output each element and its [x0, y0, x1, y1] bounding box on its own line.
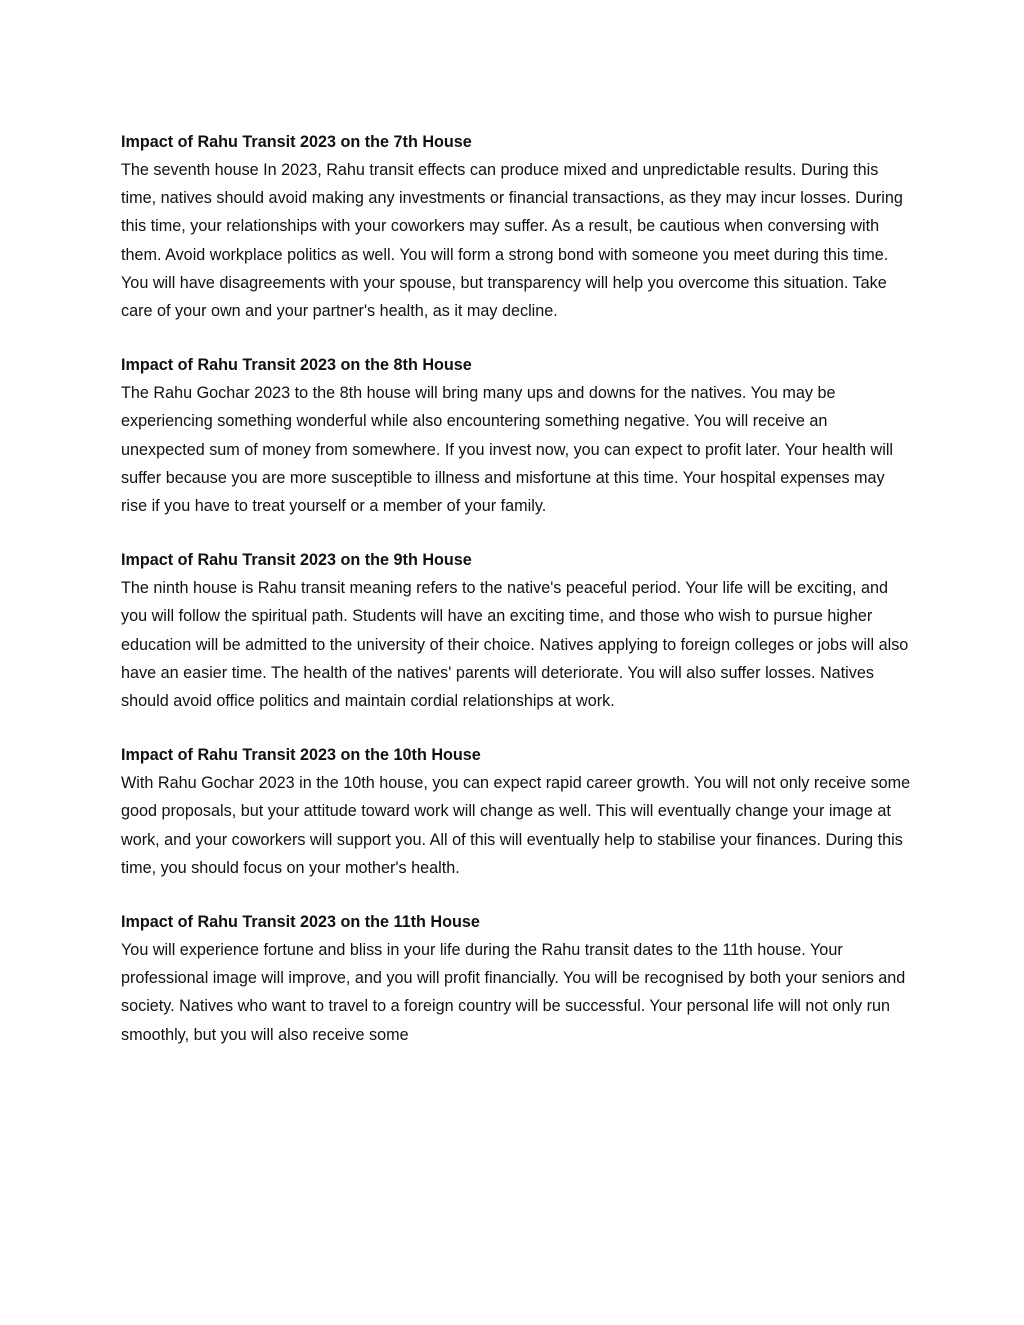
- section-10th-house: [121, 741, 911, 882]
- section-7th-house: [121, 128, 911, 325]
- section-body: You will experience fortune and bliss in your life during the Rahu transit dates to the 11th house. Your professional image will improve, and you will profit financially. You will be recognised by both your seniors and society. Natives who want to travel to a foreign country will be successful. Your personal life will not only run smoothly, but you will also receive some: [121, 941, 906, 1044]
- section-heading: Impact of Rahu Transit 2023 on the 9th House: [121, 551, 472, 570]
- section-8th-house: [121, 351, 911, 520]
- section-11th-house: [121, 908, 911, 1049]
- section-body: The seventh house In 2023, Rahu transit effects can produce mixed and unpredictable results. During this time, natives should avoid making any investments or financial transactions, as they may incur losses. During this time, your relationships with your coworkers may suffer. As a result, be cautious when conversing with them. Avoid workplace politics as well. You will form a strong bond with someone you meet during this time. You will have disagreements with your spouse, but transparency will help you overcome this situation. Take care of your own and your partner's health, as it may decline.: [121, 161, 903, 321]
- section-body: With Rahu Gochar 2023 in the 10th house, you can expect rapid career growth. You will not only receive some good proposals, but your attitude toward work will change as well. This will eventually change your image at work, and your coworkers will support you. All of this will eventually help to stabilise your finances. During this time, you should focus on your mother's health.: [121, 774, 911, 877]
- section-heading: Impact of Rahu Transit 2023 on the 10th House: [121, 746, 481, 765]
- section-body: The ninth house is Rahu transit meaning refers to the native's peaceful period. Your life will be exciting, and you will follow the spiritual path. Students will have an exciting time, and those who wish to pursue higher education will be admitted to the university of their choice. Natives applying to foreign colleges or jobs will also have an easier time. The health of the natives' parents will deteriorate. You will also suffer losses. Natives should avoid office politics and maintain cordial relationships at work.: [121, 579, 909, 711]
- section-heading: Impact of Rahu Transit 2023 on the 8th House: [121, 356, 472, 375]
- section-heading: Impact of Rahu Transit 2023 on the 7th House: [121, 133, 472, 151]
- section-heading: Impact of Rahu Transit 2023 on the 11th House: [121, 913, 480, 932]
- section-body: The Rahu Gochar 2023 to the 8th house will bring many ups and downs for the natives. You may be experiencing something wonderful while also encountering something negative. You will receive an unexpected sum of money from somewhere. If you invest now, you can expect to profit later. Your health will suffer because you are more susceptible to illness and misfortune at this time. Your hospital expenses may rise if you have to treat yourself or a member of your family.: [121, 384, 894, 516]
- section-9th-house: [121, 546, 911, 715]
- document-page: [121, 128, 911, 1075]
